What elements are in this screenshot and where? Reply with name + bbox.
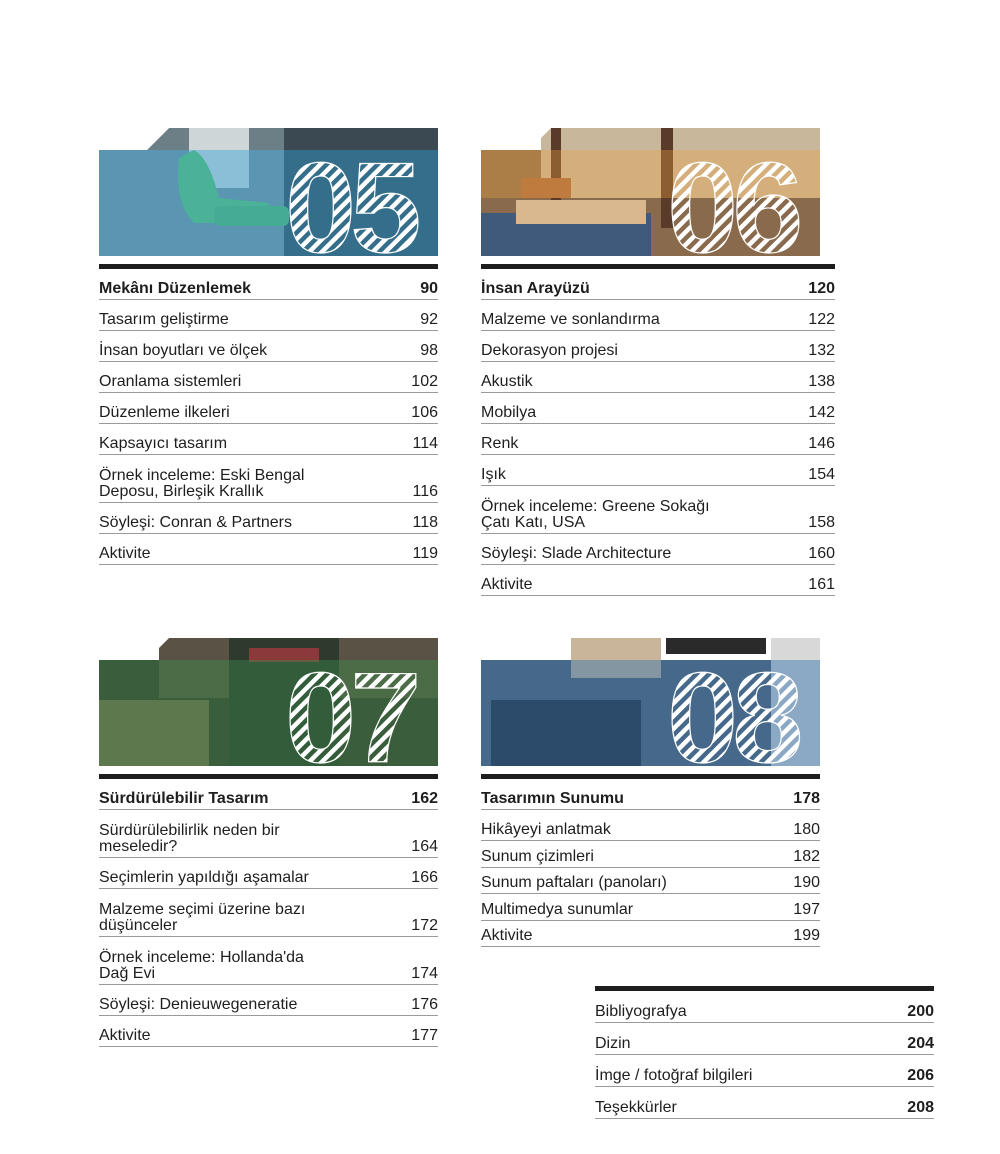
toc-page: 190 (793, 874, 820, 891)
toc-page: 119 (412, 545, 438, 562)
toc-title: Hikâyeyi anlatmak (481, 821, 611, 838)
toc-page: 98 (420, 342, 438, 359)
toc-row[interactable] (481, 300, 835, 331)
toc-row[interactable] (481, 868, 820, 895)
chapter-number: 08 (667, 647, 798, 766)
toc-page: 160 (808, 545, 835, 562)
toc-page: 174 (411, 965, 438, 982)
toc-title: Sürdürülebilirlik neden bir meseledir? (99, 822, 280, 855)
toc-title: Sunum çizimleri (481, 847, 594, 865)
toc-row[interactable] (481, 331, 835, 362)
toc-page: 90 (420, 280, 438, 297)
toc-title: Seçimlerin yapıldığı aşamalar (99, 869, 309, 886)
toc-page: 161 (808, 576, 835, 593)
toc-row[interactable] (99, 424, 438, 455)
back-matter-toc (595, 986, 934, 1119)
toc-title: Örnek inceleme: Eski Bengal Deposu, Birleşik Krallık (99, 467, 305, 500)
toc-row[interactable] (595, 1087, 934, 1119)
toc-row[interactable] (99, 985, 438, 1016)
toc-title: Sürdürülebilir Tasarım (99, 790, 269, 807)
chapter-banner (481, 638, 820, 766)
chapter-08 (481, 638, 820, 947)
toc-page: 154 (808, 466, 835, 483)
toc-row[interactable] (481, 269, 835, 300)
toc-page: 177 (411, 1027, 438, 1044)
toc-title: Dekorasyon projesi (481, 342, 618, 359)
chapter-toc (99, 774, 438, 1047)
toc-title: Aktivite (99, 545, 151, 562)
toc-row[interactable] (481, 810, 820, 841)
toc-title: Tasarım geliştirme (99, 311, 229, 328)
toc-page: 166 (411, 869, 438, 886)
toc-row[interactable] (99, 362, 438, 393)
toc-title: Örnek inceleme: Greene Sokağı Çatı Katı, USA (481, 498, 710, 531)
chapter-banner (99, 128, 438, 256)
toc-row[interactable] (99, 534, 438, 565)
toc-row[interactable] (481, 393, 835, 424)
toc-title: Malzeme ve sonlandırma (481, 311, 660, 328)
chapter-06 (481, 128, 835, 596)
toc-page: 106 (411, 404, 438, 421)
toc-page: 116 (412, 483, 438, 500)
chapter-photo (481, 638, 820, 766)
toc-page: 180 (793, 821, 820, 838)
toc-row[interactable] (595, 1055, 934, 1087)
toc-row[interactable] (99, 779, 438, 810)
toc-row[interactable] (595, 1023, 934, 1055)
toc-row[interactable] (99, 858, 438, 889)
toc-row[interactable] (99, 393, 438, 424)
toc-row[interactable] (481, 424, 835, 455)
toc-page: 197 (793, 900, 820, 918)
toc-title: Kapsayıcı tasarım (99, 435, 228, 452)
toc-title: Söyleşi: Denieuwegeneratie (99, 996, 298, 1013)
toc-row[interactable] (481, 841, 820, 868)
toc-page: 206 (907, 1067, 934, 1084)
toc-page: 199 (793, 927, 820, 944)
toc-page: 208 (907, 1099, 934, 1116)
toc-page: 182 (793, 847, 820, 865)
toc-row[interactable] (481, 894, 820, 921)
chapter-photo (99, 638, 438, 766)
toc-row[interactable] (99, 810, 438, 858)
toc-page: 118 (412, 514, 438, 531)
chapter-toc (99, 264, 438, 565)
toc-title: Oranlama sistemleri (99, 373, 242, 390)
toc-page: 158 (808, 514, 835, 531)
toc-title: Işık (481, 466, 506, 483)
toc-title: İnsan boyutları ve ölçek (99, 342, 268, 359)
toc-page: 204 (907, 1035, 934, 1052)
toc-page: 176 (411, 996, 438, 1013)
toc-row[interactable] (99, 937, 438, 985)
toc-row[interactable] (99, 269, 438, 300)
chapter-number: 07 (285, 647, 416, 766)
chapter-07 (99, 638, 438, 1047)
toc-title: Söyleşi: Conran & Partners (99, 514, 292, 531)
chapter-photo (481, 128, 820, 256)
toc-row[interactable] (481, 565, 835, 596)
chapter-banner (481, 128, 820, 256)
toc-row[interactable] (481, 455, 835, 486)
toc-row[interactable] (481, 921, 820, 948)
toc-title: Malzeme seçimi üzerine bazı düşünceler (99, 901, 306, 934)
chapter-toc (481, 264, 835, 596)
toc-page: 102 (411, 373, 438, 390)
toc-title: Bibliyografya (595, 1003, 687, 1020)
toc-row[interactable] (99, 889, 438, 937)
toc-page: 172 (411, 917, 438, 934)
toc-page: 162 (411, 790, 438, 807)
toc-title: Sunum paftaları (panoları) (481, 874, 667, 891)
toc-title: Örnek inceleme: Hollanda'da Dağ Evi (99, 949, 304, 982)
toc-page: 122 (808, 311, 835, 328)
chapter-toc (481, 774, 820, 947)
toc-row[interactable] (481, 779, 820, 810)
toc-title: Tasarımın Sunumu (481, 790, 624, 807)
toc-row[interactable] (481, 486, 835, 534)
toc-title: Akustik (481, 373, 533, 390)
toc-title: Dizin (595, 1035, 631, 1052)
toc-title: Multimedya sunumlar (481, 900, 634, 918)
toc-title: Teşekkürler (595, 1099, 677, 1116)
chapter-photo (99, 128, 438, 256)
toc-title: Aktivite (481, 576, 533, 593)
chapter-05 (99, 128, 438, 565)
toc-page: 114 (412, 435, 438, 452)
toc-row[interactable] (99, 331, 438, 362)
toc-page: 178 (793, 790, 820, 807)
toc-page: 120 (808, 280, 835, 297)
toc-title: Aktivite (481, 927, 533, 944)
toc-page: 92 (420, 311, 438, 328)
toc-row[interactable] (481, 362, 835, 393)
toc-title: Düzenleme ilkeleri (99, 404, 230, 421)
toc-title: İmge / fotoğraf bilgileri (595, 1067, 753, 1084)
toc-page: 142 (808, 404, 835, 421)
chapter-number: 05 (285, 137, 416, 256)
toc-title: Söyleşi: Slade Architecture (481, 545, 672, 562)
toc-row[interactable] (481, 534, 835, 565)
toc-row[interactable] (99, 503, 438, 534)
toc-page: 138 (808, 373, 835, 390)
toc-title: Mekânı Düzenlemek (99, 280, 252, 297)
toc-title: Mobilya (481, 404, 537, 421)
chapter-number: 06 (667, 137, 798, 256)
chapter-banner (99, 638, 438, 766)
toc-page: 132 (808, 342, 835, 359)
toc-row[interactable] (595, 991, 934, 1023)
toc-title: İnsan Arayüzü (481, 280, 590, 297)
toc-row[interactable] (99, 300, 438, 331)
toc-row[interactable] (99, 1016, 438, 1047)
toc-title: Aktivite (99, 1027, 151, 1044)
toc-page: 146 (808, 435, 835, 452)
toc-title: Renk (481, 435, 519, 452)
toc-page: 200 (907, 1003, 934, 1020)
toc-page: 164 (411, 838, 438, 855)
toc-row[interactable] (99, 455, 438, 503)
